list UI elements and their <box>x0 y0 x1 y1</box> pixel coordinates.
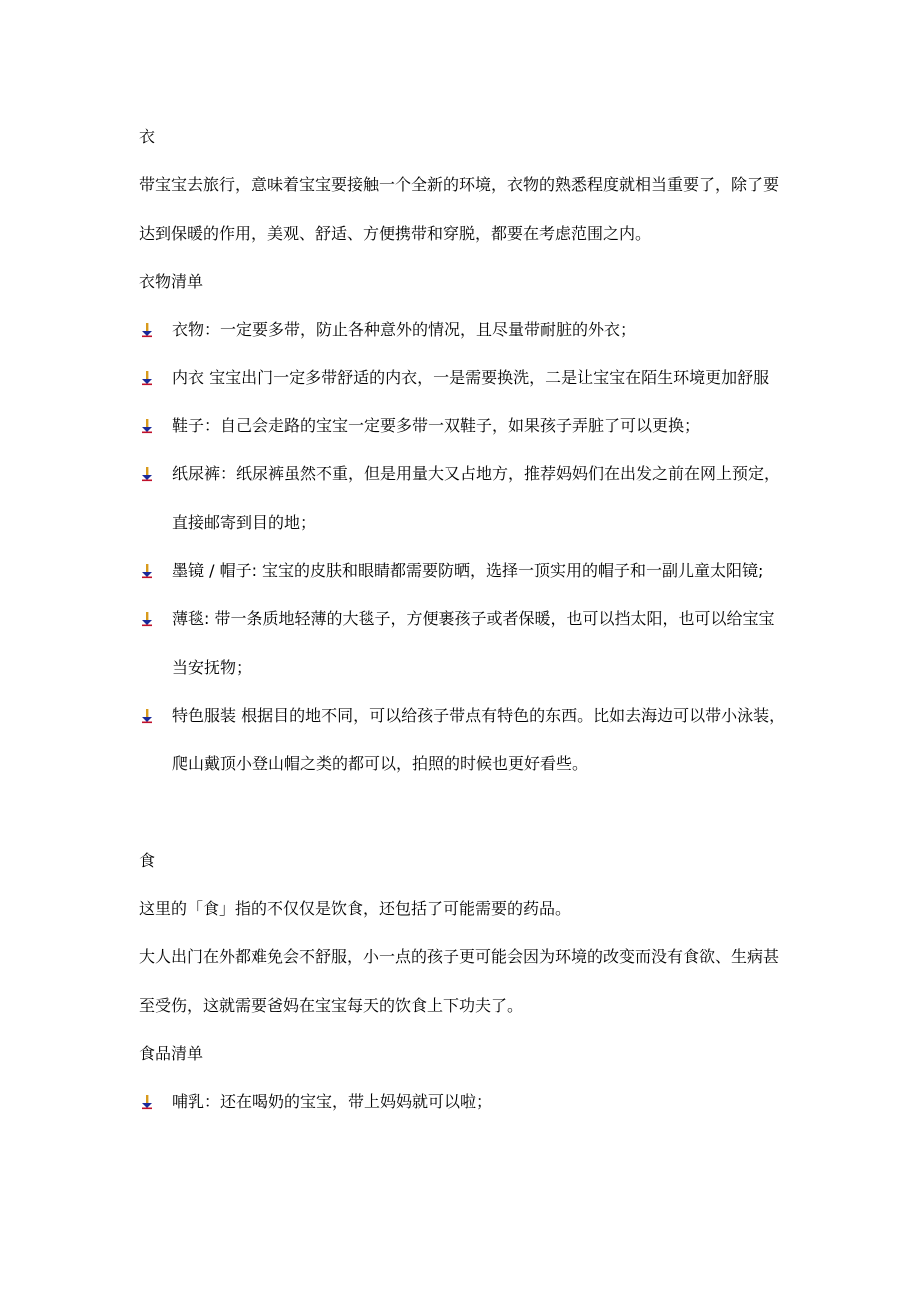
arrow-bullet-icon <box>139 464 155 484</box>
food-list-title: 食品清单 <box>139 1044 204 1063</box>
food-intro-line-1: 这里的「食」指的不仅仅是饮食，还包括了可能需要的药品。 <box>139 899 572 918</box>
clothing-item-6-cont: 当安抚物； <box>172 658 253 677</box>
clothing-item-2: 内衣 宝宝出门一定多带舒适的内衣，一是需要换洗，二是让宝宝在陌生环境更加舒服 <box>172 368 770 387</box>
clothing-list-title: 衣物清单 <box>139 272 204 291</box>
section-heading-clothing: 衣 <box>139 127 156 146</box>
clothing-intro-line-2: 达到保暖的作用，美观、舒适、方便携带和穿脱，都要在考虑范围之内。 <box>139 224 652 243</box>
arrow-bullet-icon <box>139 706 155 726</box>
clothing-intro-line-1: 带宝宝去旅行，意味着宝宝要接触一个全新的环境，衣物的熟悉程度就相当重要了，除了要 <box>139 175 780 194</box>
arrow-bullet-icon <box>139 320 155 340</box>
clothing-item-6: 薄毯: 带一条质地轻薄的大毯子，方便裹孩子或者保暖，也可以挡太阳，也可以给宝宝 <box>172 609 775 628</box>
clothing-item-5: 墨镜 / 帽子: 宝宝的皮肤和眼睛都需要防晒，选择一顶实用的帽子和一副儿童太阳镜; <box>172 561 764 580</box>
clothing-item-7: 特色服装 根据目的地不同，可以给孩子带点有特色的东西。比如去海边可以带小泳装， <box>172 706 786 725</box>
arrow-bullet-icon <box>139 368 155 388</box>
arrow-bullet-icon <box>139 1092 155 1112</box>
food-intro-line-2: 大人出门在外都难免会不舒服，小一点的孩子更可能会因为环境的改变而没有食欲、生病甚 <box>139 947 780 966</box>
arrow-bullet-icon <box>139 416 155 436</box>
section-heading-food: 食 <box>139 851 156 870</box>
arrow-bullet-icon <box>139 561 155 581</box>
clothing-item-3: 鞋子：自己会走路的宝宝一定要多带一双鞋子，如果孩子弄脏了可以更换； <box>172 416 701 435</box>
clothing-item-7-cont: 爬山戴顶小登山帽之类的都可以，拍照的时候也更好看些。 <box>172 754 589 773</box>
food-item-1: 哺乳：还在喝奶的宝宝，带上妈妈就可以啦； <box>172 1092 493 1111</box>
clothing-item-4-cont: 直接邮寄到目的地； <box>172 513 317 532</box>
arrow-bullet-icon <box>139 609 155 629</box>
food-intro-line-3: 至受伤，这就需要爸妈在宝宝每天的饮食上下功夫了。 <box>139 996 524 1015</box>
clothing-item-1: 衣物：一定要多带，防止各种意外的情况，且尽量带耐脏的外衣； <box>172 320 637 339</box>
clothing-item-4: 纸尿裤：纸尿裤虽然不重，但是用量大又占地方，推荐妈妈们在出发之前在网上预定， <box>172 464 781 483</box>
